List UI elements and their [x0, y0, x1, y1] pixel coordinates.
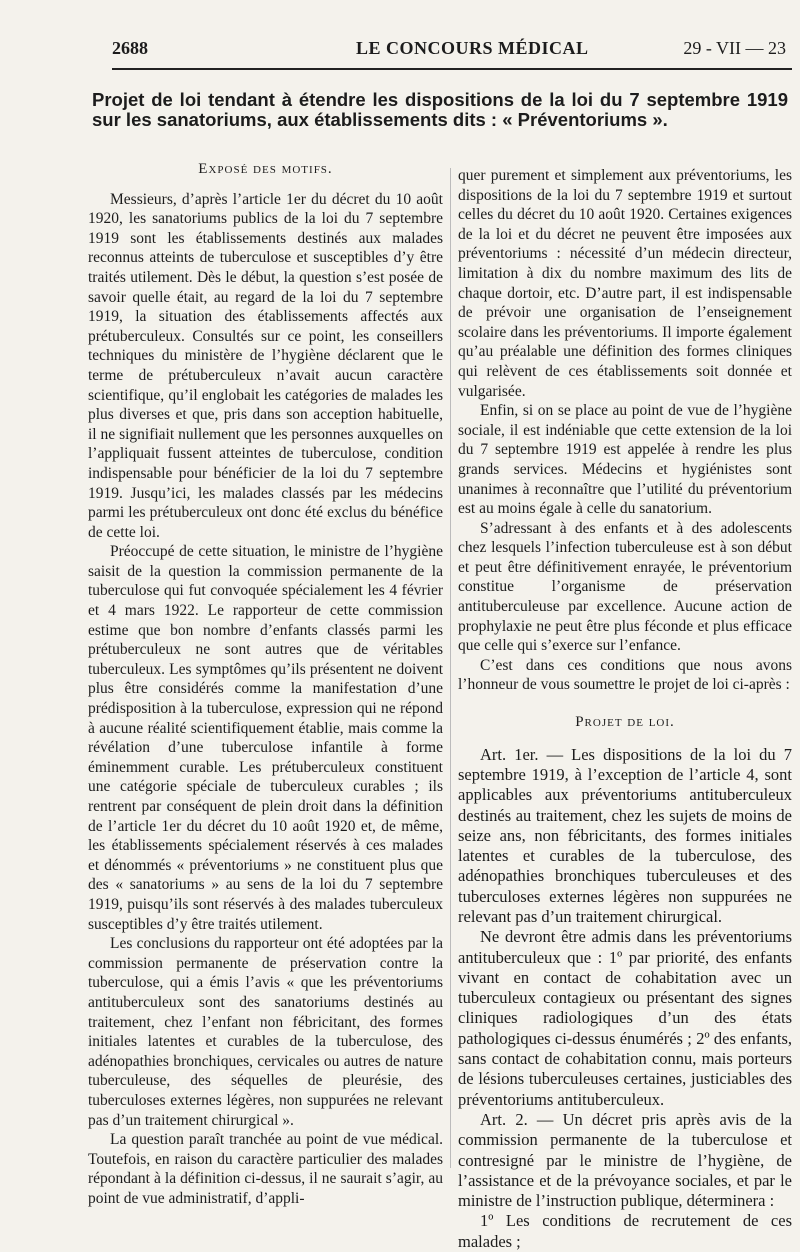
journal-title: LE CONCOURS MÉDICAL [356, 38, 589, 58]
law-article: Art. 2. — Un décret pris après avis de la commission permanente de la tuberculose et contresigné par le ministre de l’hygiène, de l’assistance et de la prévoyance sociales, et par le ministre de l’instruction publique, déterminera : [458, 1109, 792, 1211]
law-article: Ne devront être admis dans les préventoriums antituberculeux que : 1º par priorité, des enfants vivant en contact de cohabitation avec un tuberculeux contagieux ou présentant des signes cliniques radiologiques d’un des états pathologiques ci-dessus énumérés ; 2º des enfants, sans contact de cohabitation connu, mais porteurs de lésions tuberculeuses certaines, justiciables des préventoriums antituberculeux. [458, 927, 792, 1109]
paragraph: quer purement et simplement aux préventoriums, les dispositions de la loi du 7 septembre 1919 et surtout celles du décret du 10 août 1920. Certaines exigences de la loi et du décret ne peuvent être imposées aux préventoriums : nécessité d’un médecin directeur, limitation à dix du nombre maximum des lits de chaque dortoir, etc. D’autre part, il est indispensable de prévoir une organisation de l’enseignement scolaire dans les préventoriums. Il importe également qu’au préalable une définition des formes cliniques qui relèvent de ces établissements soit donnée et vulgarisée. [458, 167, 792, 400]
paragraph: La question paraît tranchée au point de vue médical. Toutefois, en raison du caractère particulier des malades répondant à la définition ci-dessus, il ne saurait s’agir, au point de vue administratif, d’appli- [88, 1131, 443, 1207]
paragraph: C’est dans ces conditions que nous avons l’honneur de vous soumettre le projet de loi ci-après : [458, 656, 792, 694]
article-title: Projet de loi tendant à étendre les dispositions de la loi du 7 septembre 1919 sur les sanatoriums, aux établissements dits : « Préventoriums ». [92, 89, 788, 130]
paragraph: Messieurs, d’après l’article 1er du décret du 10 août 1920, les sanatoriums publics de la loi du 7 septembre 1919 sont les établissements destinés aux malades reconnus atteints de tuberculose et susceptibles d’y être traités utilement. Dès le début, la question s’est posée de savoir quelle était, au regard de la loi du 7 septembre 1919, la situation des établissements affectés aux prétuberculeux. Consultés sur ce point, les conseillers techniques du ministère de l’hygiène déclarent que le terme de prétuberculeux n’avait aucun caractère scientifique, qu’il englobait les catégories de malades les plus diverses et que, pris dans son acception habituelle, il ne signifiait nullement que les personnes auxquelles on l’appliquait fussent atteintes de tuberculose, condition indispensable pour bénéficier de la loi du 7 septembre 1919. Jusqu’ici, les malades classés par les médecins parmi les prétuberculeux ont donc été exclus du bénéfice de cette loi. [88, 190, 443, 541]
section-heading-motifs: Exposé des motifs. [198, 161, 333, 177]
header-rule [112, 68, 792, 70]
paragraph: Enfin, si on se place au point de vue de l’hygiène sociale, il est indéniable que cette extension de la loi du 7 septembre 1919 est appelée à rendre les plus grands services. Médecins et hygiénistes sont unanimes à reconnaître que l’utilité du préventorium est au moins égale à celle du sanatorium. [458, 402, 792, 518]
law-article: 1º Les conditions de recrutement de ces malades ; [458, 1211, 792, 1251]
paragraph: Les conclusions du rapporteur ont été adoptées par la commission permanente de préservation contre la tuberculose, qui a émis l’avis « que les préventoriums antituberculeux sont des sanatoriums destinés au traitement, chez l’enfant non fébricitant, des formes initiales latentes et curables de la tuberculose, des adénopathies bronchiques, cervicales ou autres de nature tuberculeuse, des séquelles de pleurésie, des tuberculoses externes légères, non suppurées ne relevant pas d’un traitement chirurgical ». [88, 935, 443, 1129]
paragraph: Préoccupé de cette situation, le ministre de l’hygiène saisit de la question la commission permanente de la tuberculose qui fut convoquée spécialement les 4 février et 4 mars 1922. Le rapporteur de cette commission estime que bon nombre d’enfants classés parmi les prétuberculeux ne sont autres que de véritables tuberculeux. Les symptômes qu’ils présentent ne doivent plus être considérés comme la manifestation d’une prédisposition à la tuberculose, expression qui ne répond à aucune réalité scientifiquement établie, mais comme la révélation d’une tuberculose infantile à forme éminemment curable. Les prétuberculeux constituent une catégorie spéciale de tuberculeux curables ; ils rentrent par conséquent de plein droit dans la définition de l’article 1er du décret du 10 août 1920 et, de même, les établissements spécialement réservés à ces malades et dénommés « préventoriums » ne constituent plus que des « sanatoriums » au sens de la loi du 7 septembre 1919, puisqu’ils sont réservés à des malades tuberculeux susceptibles d’y être traités utilement. [88, 543, 443, 933]
right-column [458, 166, 792, 1252]
running-header [112, 38, 786, 66]
paragraph: S’adressant à des enfants et à des adolescents chez lesquels l’infection tuberculeuse est à son début et peut être définitivement enrayée, le préventorium constitue l’organisme de préservation antituberculeuse par excellence. Aucune action de prophylaxie ne peut être plus féconde et plus efficace que celle qui s’exerce sur l’enfance. [458, 519, 792, 655]
column-divider [450, 168, 451, 1168]
law-article: Art. 1er. — Les dispositions de la loi du 7 septembre 1919, à l’exception de l’article 4, sont applicables aux préventoriums antituberculeux destinés au traitement, chez les sujets de moins de seize ans, non fébricitants, des formes initiales latentes et curables de la tuberculose, des adénopathies bronchiques tuberculeuses et des tuberculoses externes légères non suppurées ne relevant pas d’un traitement chirurgical. [458, 744, 792, 926]
left-column [88, 160, 443, 1208]
page-number: 2688 [112, 38, 148, 58]
section-heading-projet: Projet de loi. [575, 714, 675, 731]
law-text [458, 745, 792, 1252]
issue-date: 29 - VII — 23 [683, 38, 786, 58]
